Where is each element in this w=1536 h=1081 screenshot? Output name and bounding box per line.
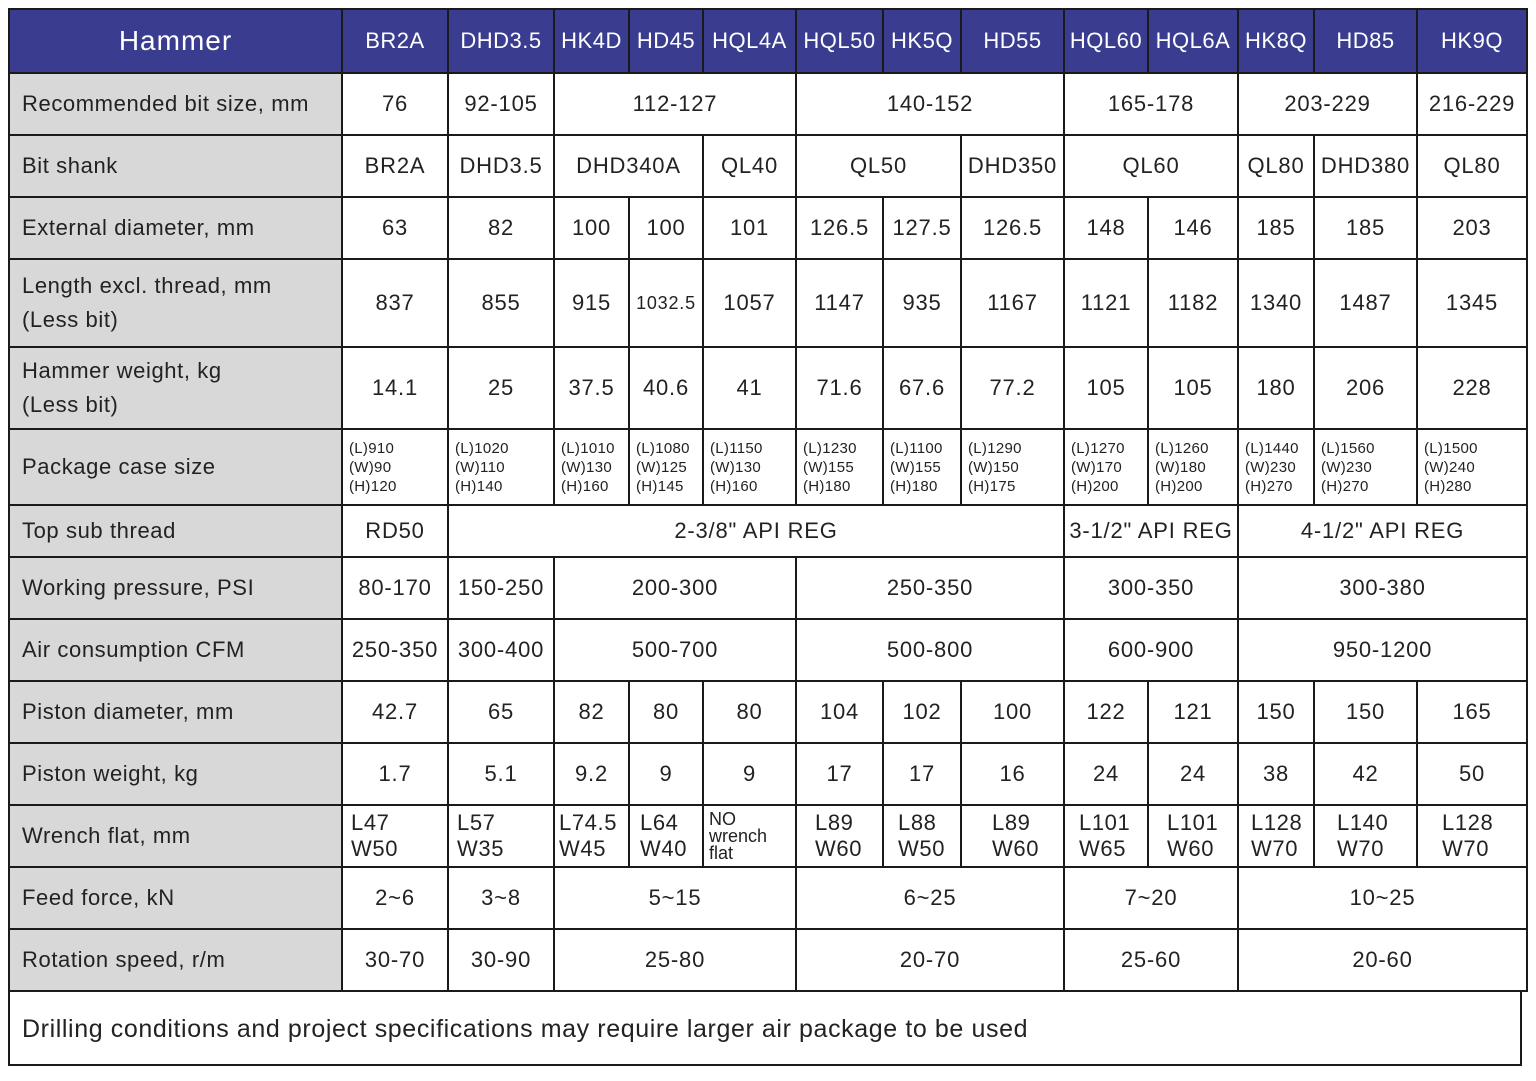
cell-value: 3-1/2" API REG bbox=[1064, 505, 1238, 557]
wrench-note: NO bbox=[709, 808, 736, 829]
cell-value: 185 bbox=[1238, 197, 1314, 259]
package-cell bbox=[1417, 429, 1527, 505]
row-label: Piston diameter, mm bbox=[9, 681, 342, 743]
row-external-diameter bbox=[9, 197, 1527, 259]
package-width: (W)110 bbox=[455, 458, 505, 476]
wrench-cell bbox=[1417, 805, 1527, 867]
cell-value: 206 bbox=[1314, 347, 1417, 429]
cell-value: 1121 bbox=[1064, 259, 1148, 347]
cell-value: 121 bbox=[1148, 681, 1238, 743]
package-width: (W)230 bbox=[1245, 458, 1296, 476]
cell-value: 250-350 bbox=[342, 619, 448, 681]
cell-value: 41 bbox=[703, 347, 796, 429]
cell-value: 1147 bbox=[796, 259, 883, 347]
cell-value: 4-1/2" API REG bbox=[1238, 505, 1527, 557]
cell-value: 37.5 bbox=[554, 347, 629, 429]
row-label bbox=[9, 347, 342, 429]
row-label: Top sub thread bbox=[9, 505, 342, 557]
cell-value: 67.6 bbox=[883, 347, 961, 429]
footnote-text: Drilling conditions and project specifications may require larger air package to be used bbox=[22, 1015, 1029, 1043]
row-label-line: Length excl. thread, mm bbox=[22, 273, 272, 298]
hammer-header: Hammer bbox=[9, 9, 342, 73]
cell-value: 203-229 bbox=[1238, 73, 1417, 135]
cell-value: 1057 bbox=[703, 259, 796, 347]
wrench-note: wrench bbox=[709, 825, 768, 846]
package-cell bbox=[703, 429, 796, 505]
hammer-spec-sheet bbox=[8, 8, 1526, 1066]
row-air-consumption bbox=[9, 619, 1527, 681]
cell-value: 185 bbox=[1314, 197, 1417, 259]
row-label: Wrench flat, mm bbox=[9, 805, 342, 867]
row-bit-shank bbox=[9, 135, 1527, 197]
cell-value: 76 bbox=[342, 73, 448, 135]
cell-value: 25 bbox=[448, 347, 554, 429]
wrench-cell bbox=[1314, 805, 1417, 867]
cell-value: 25-60 bbox=[1064, 929, 1238, 991]
wrench-length: L57 bbox=[457, 810, 496, 835]
cell-value: 101 bbox=[703, 197, 796, 259]
row-rotation-speed bbox=[9, 929, 1527, 991]
cell-value: 300-380 bbox=[1238, 557, 1527, 619]
wrench-length: L128 bbox=[1251, 810, 1303, 835]
row-label-line: (Less bit) bbox=[22, 392, 119, 417]
footnote bbox=[8, 992, 1522, 1066]
cell-value: 126.5 bbox=[796, 197, 883, 259]
wrench-width: W60 bbox=[992, 836, 1040, 861]
wrench-cell bbox=[961, 805, 1064, 867]
wrench-note: flat bbox=[709, 842, 734, 863]
cell-value: 63 bbox=[342, 197, 448, 259]
cell-value: 150 bbox=[1314, 681, 1417, 743]
cell-value: 42 bbox=[1314, 743, 1417, 805]
cell-value: 122 bbox=[1064, 681, 1148, 743]
cell-value: 30-90 bbox=[448, 929, 554, 991]
cell-value: 250-350 bbox=[796, 557, 1064, 619]
cell-value: 5~15 bbox=[554, 867, 796, 929]
package-length: (L)1560 bbox=[1321, 439, 1375, 457]
cell-value: 24 bbox=[1064, 743, 1148, 805]
cell-value: 915 bbox=[554, 259, 629, 347]
cell-value: 203 bbox=[1417, 197, 1527, 259]
wrench-length: L128 bbox=[1442, 810, 1494, 835]
cell-value: QL50 bbox=[796, 135, 961, 197]
cell-value: 855 bbox=[448, 259, 554, 347]
package-length: (L)1150 bbox=[710, 439, 763, 457]
package-width: (W)170 bbox=[1071, 458, 1122, 476]
cell-value: 17 bbox=[883, 743, 961, 805]
row-working-pressure bbox=[9, 557, 1527, 619]
spec-table bbox=[8, 8, 1528, 992]
row-label: Air consumption CFM bbox=[9, 619, 342, 681]
package-cell bbox=[448, 429, 554, 505]
wrench-length: L88 bbox=[898, 810, 937, 835]
cell-value: 140-152 bbox=[796, 73, 1064, 135]
cell-value: 50 bbox=[1417, 743, 1527, 805]
package-length: (L)1260 bbox=[1155, 439, 1209, 457]
row-top-sub-thread bbox=[9, 505, 1527, 557]
wrench-width: W50 bbox=[898, 836, 946, 861]
cell-value: 10~25 bbox=[1238, 867, 1527, 929]
row-label: Working pressure, PSI bbox=[9, 557, 342, 619]
package-width: (W)125 bbox=[636, 458, 687, 476]
package-height: (H)175 bbox=[968, 477, 1016, 495]
model-header: HQL4A bbox=[703, 9, 796, 73]
cell-value: 16 bbox=[961, 743, 1064, 805]
model-header: HD45 bbox=[629, 9, 703, 73]
wrench-width: W70 bbox=[1442, 836, 1490, 861]
cell-value: 837 bbox=[342, 259, 448, 347]
wrench-length: L140 bbox=[1337, 810, 1389, 835]
row-label: Piston weight, kg bbox=[9, 743, 342, 805]
model-header: HK4D bbox=[554, 9, 629, 73]
package-height: (H)145 bbox=[636, 477, 684, 495]
cell-value: 30-70 bbox=[342, 929, 448, 991]
model-header: HK9Q bbox=[1417, 9, 1527, 73]
cell-value: 105 bbox=[1148, 347, 1238, 429]
cell-value: 9 bbox=[703, 743, 796, 805]
package-width: (W)130 bbox=[561, 458, 612, 476]
wrench-cell bbox=[1148, 805, 1238, 867]
cell-value: 148 bbox=[1064, 197, 1148, 259]
wrench-cell bbox=[554, 805, 629, 867]
row-feed-force bbox=[9, 867, 1527, 929]
cell-value: 77.2 bbox=[961, 347, 1064, 429]
wrench-cell bbox=[1238, 805, 1314, 867]
package-cell bbox=[1314, 429, 1417, 505]
cell-value: 80 bbox=[703, 681, 796, 743]
row-label: External diameter, mm bbox=[9, 197, 342, 259]
package-length: (L)1290 bbox=[968, 439, 1022, 457]
package-height: (H)200 bbox=[1155, 477, 1203, 495]
cell-value: 127.5 bbox=[883, 197, 961, 259]
package-length: (L)1270 bbox=[1071, 439, 1125, 457]
cell-value: 24 bbox=[1148, 743, 1238, 805]
wrench-width: W65 bbox=[1079, 836, 1127, 861]
package-height: (H)270 bbox=[1321, 477, 1369, 495]
wrench-cell bbox=[629, 805, 703, 867]
row-label: Bit shank bbox=[9, 135, 342, 197]
row-length bbox=[9, 259, 1527, 347]
row-hammer-weight bbox=[9, 347, 1527, 429]
wrench-width: W50 bbox=[351, 836, 399, 861]
package-height: (H)180 bbox=[890, 477, 938, 495]
cell-value: QL80 bbox=[1417, 135, 1527, 197]
cell-value: 100 bbox=[554, 197, 629, 259]
package-cell bbox=[1238, 429, 1314, 505]
cell-value: 7~20 bbox=[1064, 867, 1238, 929]
package-height: (H)120 bbox=[349, 477, 397, 495]
cell-value: 105 bbox=[1064, 347, 1148, 429]
package-height: (H)160 bbox=[710, 477, 758, 495]
cell-value: 9 bbox=[629, 743, 703, 805]
cell-value: 2-3/8" API REG bbox=[448, 505, 1064, 557]
cell-value: 500-800 bbox=[796, 619, 1064, 681]
wrench-length: L89 bbox=[815, 810, 854, 835]
wrench-width: W45 bbox=[559, 836, 607, 861]
package-width: (W)155 bbox=[803, 458, 854, 476]
package-length: (L)1440 bbox=[1245, 439, 1299, 457]
package-length: (L)910 bbox=[349, 439, 395, 457]
row-piston-diameter bbox=[9, 681, 1527, 743]
cell-value: DHD350 bbox=[961, 135, 1064, 197]
cell-value: 80-170 bbox=[342, 557, 448, 619]
cell-value: 150 bbox=[1238, 681, 1314, 743]
row-label: Package case size bbox=[9, 429, 342, 505]
cell-value: 71.6 bbox=[796, 347, 883, 429]
model-header: HQL50 bbox=[796, 9, 883, 73]
cell-value: 600-900 bbox=[1064, 619, 1238, 681]
cell-value: 5.1 bbox=[448, 743, 554, 805]
row-wrench-flat bbox=[9, 805, 1527, 867]
package-length: (L)1100 bbox=[890, 439, 943, 457]
cell-value: 82 bbox=[448, 197, 554, 259]
cell-value: 228 bbox=[1417, 347, 1527, 429]
wrench-width: W35 bbox=[457, 836, 505, 861]
package-height: (H)180 bbox=[803, 477, 851, 495]
cell-value: 200-300 bbox=[554, 557, 796, 619]
package-height: (H)270 bbox=[1245, 477, 1293, 495]
cell-value: 165 bbox=[1417, 681, 1527, 743]
row-label: Feed force, kN bbox=[9, 867, 342, 929]
wrench-length: L101 bbox=[1167, 810, 1219, 835]
row-label: Recommended bit size, mm bbox=[9, 73, 342, 135]
row-package-case bbox=[9, 429, 1527, 505]
package-length: (L)1010 bbox=[561, 439, 615, 457]
package-length: (L)1020 bbox=[455, 439, 509, 457]
wrench-length: L74.5 bbox=[559, 810, 618, 835]
cell-value: 500-700 bbox=[554, 619, 796, 681]
wrench-length: L64 bbox=[640, 810, 679, 835]
cell-value: 1345 bbox=[1417, 259, 1527, 347]
cell-value: 1167 bbox=[961, 259, 1064, 347]
model-header: HD85 bbox=[1314, 9, 1417, 73]
cell-value: 1182 bbox=[1148, 259, 1238, 347]
package-width: (W)180 bbox=[1155, 458, 1206, 476]
wrench-width: W70 bbox=[1337, 836, 1385, 861]
cell-value: DHD340A bbox=[554, 135, 703, 197]
model-header: HQL6A bbox=[1148, 9, 1238, 73]
model-header: HD55 bbox=[961, 9, 1064, 73]
package-length: (L)1500 bbox=[1424, 439, 1478, 457]
cell-value: 126.5 bbox=[961, 197, 1064, 259]
model-header: HK8Q bbox=[1238, 9, 1314, 73]
cell-value: 6~25 bbox=[796, 867, 1064, 929]
wrench-cell bbox=[883, 805, 961, 867]
package-width: (W)240 bbox=[1424, 458, 1475, 476]
model-header: DHD3.5 bbox=[448, 9, 554, 73]
cell-value: 25-80 bbox=[554, 929, 796, 991]
cell-value: 216-229 bbox=[1417, 73, 1527, 135]
package-height: (H)200 bbox=[1071, 477, 1119, 495]
package-cell bbox=[1064, 429, 1148, 505]
package-cell bbox=[554, 429, 629, 505]
package-cell bbox=[796, 429, 883, 505]
cell-value: 80 bbox=[629, 681, 703, 743]
package-width: (W)230 bbox=[1321, 458, 1372, 476]
wrench-cell bbox=[703, 805, 796, 867]
cell-value: 112-127 bbox=[554, 73, 796, 135]
cell-value: 102 bbox=[883, 681, 961, 743]
wrench-width: W70 bbox=[1251, 836, 1299, 861]
cell-value: 92-105 bbox=[448, 73, 554, 135]
cell-value: 20-70 bbox=[796, 929, 1064, 991]
row-label bbox=[9, 259, 342, 347]
model-header: BR2A bbox=[342, 9, 448, 73]
cell-value: 9.2 bbox=[554, 743, 629, 805]
package-cell bbox=[1148, 429, 1238, 505]
wrench-cell bbox=[448, 805, 554, 867]
package-width: (W)90 bbox=[349, 458, 392, 476]
cell-value: DHD3.5 bbox=[448, 135, 554, 197]
package-width: (W)150 bbox=[968, 458, 1019, 476]
cell-value: DHD380 bbox=[1314, 135, 1417, 197]
wrench-cell bbox=[796, 805, 883, 867]
wrench-length: L47 bbox=[351, 810, 390, 835]
row-bit-size bbox=[9, 73, 1527, 135]
wrench-width: W60 bbox=[815, 836, 863, 861]
package-length: (L)1230 bbox=[803, 439, 857, 457]
cell-value: QL60 bbox=[1064, 135, 1238, 197]
cell-value: 300-400 bbox=[448, 619, 554, 681]
package-cell bbox=[342, 429, 448, 505]
cell-value: 1032.5 bbox=[629, 259, 703, 347]
header-row bbox=[9, 9, 1527, 73]
cell-value: 100 bbox=[629, 197, 703, 259]
wrench-width: W60 bbox=[1167, 836, 1215, 861]
cell-value: 40.6 bbox=[629, 347, 703, 429]
cell-value: 165-178 bbox=[1064, 73, 1238, 135]
row-label: Rotation speed, r/m bbox=[9, 929, 342, 991]
package-length: (L)1080 bbox=[636, 439, 690, 457]
cell-value: 17 bbox=[796, 743, 883, 805]
row-label-line: (Less bit) bbox=[22, 307, 119, 332]
cell-value: 180 bbox=[1238, 347, 1314, 429]
package-cell bbox=[961, 429, 1064, 505]
package-height: (H)280 bbox=[1424, 477, 1472, 495]
package-width: (W)155 bbox=[890, 458, 941, 476]
package-height: (H)140 bbox=[455, 477, 503, 495]
package-cell bbox=[629, 429, 703, 505]
package-width: (W)130 bbox=[710, 458, 761, 476]
cell-value: 100 bbox=[961, 681, 1064, 743]
cell-value: 1.7 bbox=[342, 743, 448, 805]
cell-value: 300-350 bbox=[1064, 557, 1238, 619]
wrench-cell bbox=[1064, 805, 1148, 867]
wrench-width: W40 bbox=[640, 836, 688, 861]
row-piston-weight bbox=[9, 743, 1527, 805]
cell-value: 20-60 bbox=[1238, 929, 1527, 991]
cell-value: 146 bbox=[1148, 197, 1238, 259]
wrench-length: L101 bbox=[1079, 810, 1131, 835]
cell-value: QL80 bbox=[1238, 135, 1314, 197]
cell-value: 104 bbox=[796, 681, 883, 743]
row-label-line: Hammer weight, kg bbox=[22, 358, 222, 383]
wrench-cell bbox=[342, 805, 448, 867]
wrench-length: L89 bbox=[992, 810, 1031, 835]
cell-value: 950-1200 bbox=[1238, 619, 1527, 681]
cell-value: 150-250 bbox=[448, 557, 554, 619]
package-height: (H)160 bbox=[561, 477, 609, 495]
cell-value: 2~6 bbox=[342, 867, 448, 929]
cell-value: 38 bbox=[1238, 743, 1314, 805]
cell-value: 82 bbox=[554, 681, 629, 743]
cell-value: 935 bbox=[883, 259, 961, 347]
cell-value: 1487 bbox=[1314, 259, 1417, 347]
model-header: HQL60 bbox=[1064, 9, 1148, 73]
cell-value: QL40 bbox=[703, 135, 796, 197]
cell-value: 3~8 bbox=[448, 867, 554, 929]
cell-value: RD50 bbox=[342, 505, 448, 557]
cell-value: BR2A bbox=[342, 135, 448, 197]
cell-value: 42.7 bbox=[342, 681, 448, 743]
cell-value: 14.1 bbox=[342, 347, 448, 429]
package-cell bbox=[883, 429, 961, 505]
model-header: HK5Q bbox=[883, 9, 961, 73]
cell-value: 1340 bbox=[1238, 259, 1314, 347]
cell-value: 65 bbox=[448, 681, 554, 743]
